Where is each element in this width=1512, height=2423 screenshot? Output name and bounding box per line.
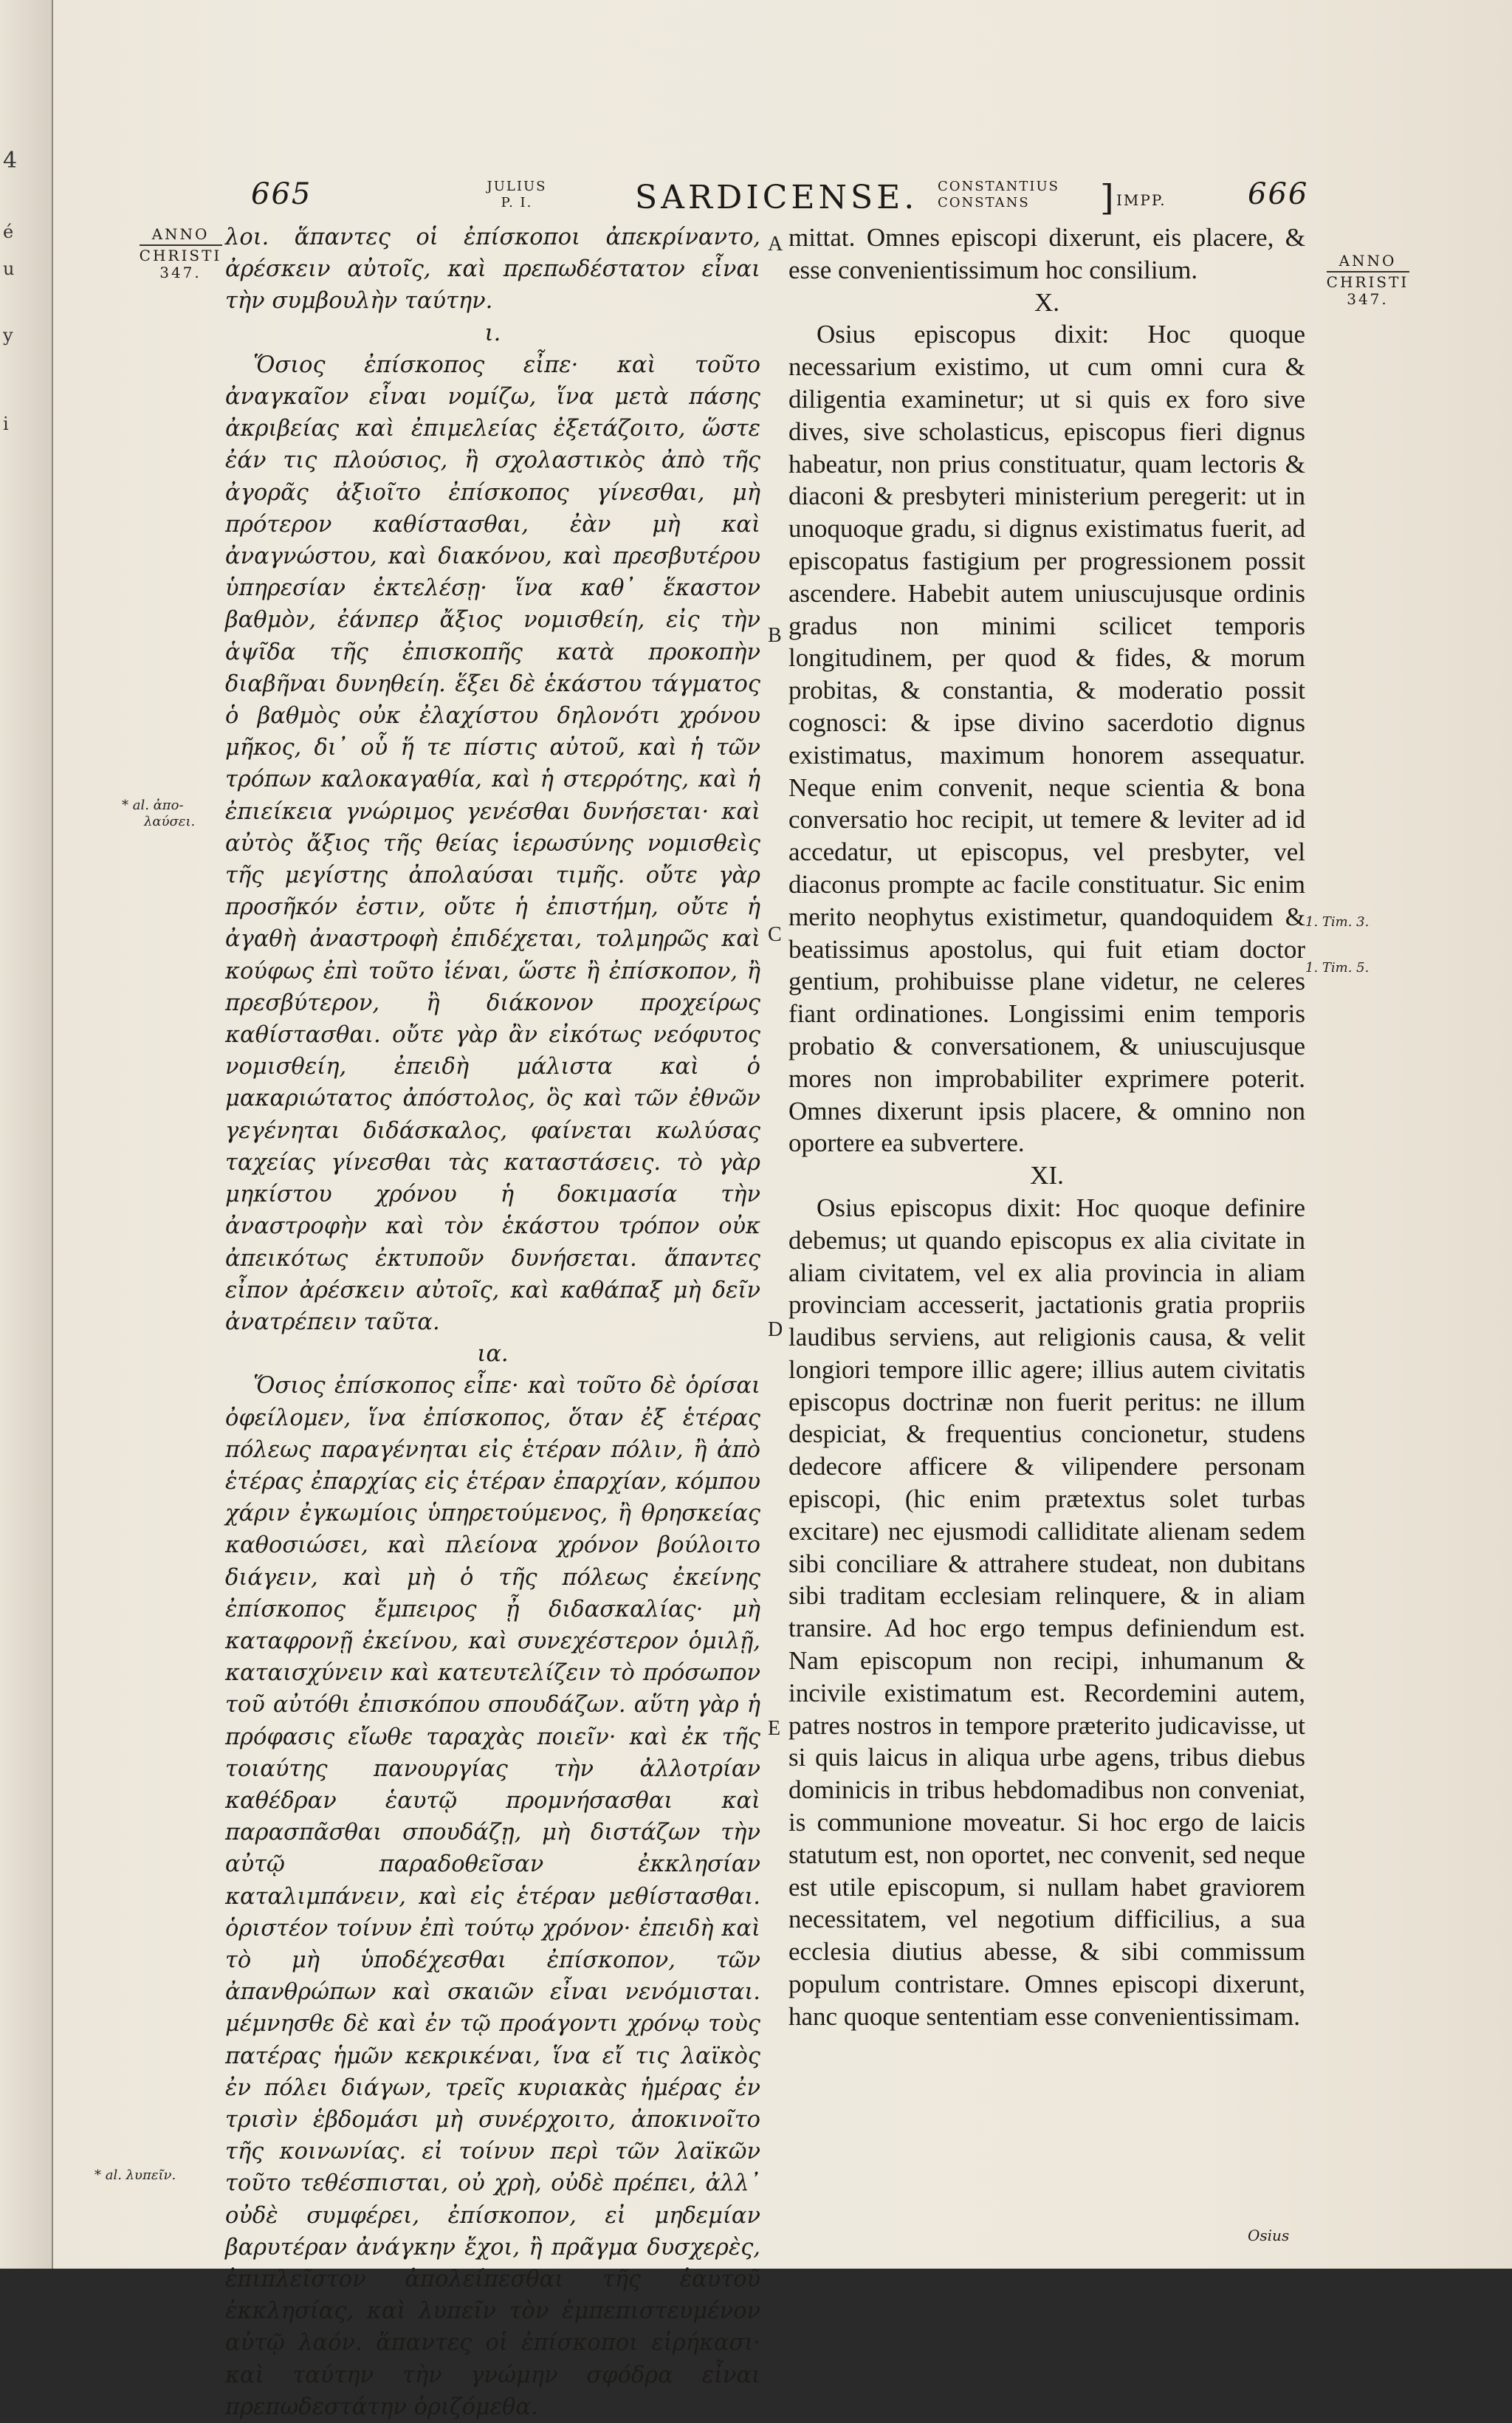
prev-page-glyph: y (3, 325, 13, 346)
prev-page-glyph: u (3, 258, 15, 279)
catchword: Osius (1248, 2227, 1290, 2244)
latin-section-11: XI. (1030, 1161, 1064, 1190)
latin-marginal-note-1: 1. Tim. 3. (1305, 914, 1370, 930)
page-number-left: 665 (251, 177, 312, 211)
latin-canon-11: Osius episcopus dixit: Hoc quoque definire debemus; ut quando episcopus ex alia civitate in aliam civitatem, vel ex alia provincia in aliam provinciam accesserit, jactationis gratia propriis laudibus serviens, aut religionis causa, & velit longiori tempore illic agere; illius autem civitatis episcopus doctrinæ non fuerit peritus: ne illum despiciat, & frequentius concionetur, studens dedecore afficere & vilipendere personam episcopi, (hic enim prætextus solet turbas excitare) nec ejusmodi calliditate alienam sedem sibi conciliare & attrahere studeat, non dubitans sibi traditam ecclesiam relinquere, & in aliam transire. Ad hoc ergo tempus definiendum est. Nam episcopum non recipi, inhumanum & incivile existimatum est. Recordemini autem, patres nostros in tempore præterito judicavisse, ut si quis laicus in aliqua urbe agens, tribus diebus dominicis in tribus hebdomadibus non conveniat, is communione moveatur. Si hoc ergo de laicis statutum est, non oportet, nec convenit, sed neque est utile episcopum, si nullam habet graviorem necessitatem, vel negotium difficilius, a sua ecclesia diutius abesse, & sibi commissum populum contristare. Omnes episcopi dixerunt, hanc quoque sententiam esse convenientissimam. (788, 1193, 1305, 2031)
greek-canon-10: Ὅσιος ἐπίσκοπος εἶπε· καὶ τοῦτο ἀναγκαῖον εἶναι νομίζω, ἵνα μετὰ πάσης ἀκριβείας καὶ ἐπιμελείας ἐξετάζοιτο, ὥστε ἐάν τις πλούσιος, ἢ σχολαστικὸς ἀπὸ τῆς ἀγορᾶς ἀξιοῖτο ἐπίσκοπος γίνεσθαι, μὴ πρότερον καθίστασθαι, ἐὰν μὴ καὶ ἀναγνώστου, καὶ διακόνου, καὶ πρεσβυτέρου ὑπηρεσίαν ἐκτελέσῃ· ἵνα καθ᾽ ἕκαστον βαθμὸν, ἐάνπερ ἄξιος νομισθείη, εἰς τὴν ἁψῖδα τῆς ἐπισκοπῆς κατὰ προκοπὴν διαβῆναι δυνηθείη. ἕξει δὲ ἑκάστου τάγματος ὁ βαθμὸς οὐκ ἐλαχίστου δηλονότι χρόνου μῆκος, δι᾽ οὗ ἥ τε πίστις αὐτοῦ, καὶ ἡ τῶν τρόπων καλοκαγαθία, καὶ ἡ στερρότης, καὶ ἡ ἐπιείκεια γνώριμος γενέσθαι δυνήσεται· καὶ αὐτὸς ἄξιος τῆς θείας ἱερωσύνης νομισθεὶς τῆς μεγίστης ἀπολαύσαι τιμῆς. οὔτε γὰρ προσῆκόν ἐστιν, οὔτε ἡ ἐπιστήμη, οὔτε ἡ ἀγαθὴ ἀναστροφὴ ἐπιδέχεται, τολμηρῶς καὶ κούφως ἐπὶ τοῦτο ἰέναι, ὥστε ἢ ἐπίσκοπον, ἢ πρεσβύτερον, ἢ διάκονον προχείρως καθίστασθαι. οὔτε γὰρ ἂν εἰκότως νεόφυτος νομισθείη, ἐπειδὴ μάλιστα καὶ ὁ μακαριώτατος ἀπόστολος, ὃς καὶ τῶν ἐθνῶν γεγένηται διδάσκαλος, φαίνεται κωλύσας ταχείας γίνεσθαι τὰς καταστάσεις. τὸ γὰρ μηκίστου χρόνου ἡ δοκιμασία τὴν ἀναστροφὴν καὶ τὸν ἑκάστου τρόπον οὐκ ἀπεικότως ἐκτυποῦν δυνήσεται. ἅπαντες εἶπον ἀρέσκειν αὐτοῖς, καὶ καθάπαξ μὴ δεῖν ἀνατρέπειν ταῦτα. (225, 352, 760, 1335)
note-line: * al. ἀπο- (122, 798, 184, 813)
header-emperor-1: CONSTANTIUS (938, 179, 1059, 194)
anno-rule (1327, 271, 1409, 273)
greek-section-11: ια. (477, 1341, 509, 1368)
christi-label: CHRISTI (139, 247, 222, 264)
margin-letter-a: A (768, 233, 783, 256)
christi-label: CHRISTI (1326, 273, 1409, 291)
anno-label: ANNO (151, 225, 210, 243)
header-pope-number: P. I. (501, 195, 533, 210)
header-pope (472, 179, 561, 211)
margin-letter-b: B (768, 624, 782, 647)
latin-marginal-note-2: 1. Tim. 5. (1305, 960, 1370, 976)
header-emperors (938, 179, 1100, 211)
latin-canon-10: Osius episcopus dixit: Hoc quoque necessarium existimo, ut cum omni cura & diligentia examinetur; ut si quis ex foro sive dives, sive scholasticus, episcopus fieri dignus habeatur, non prius constituatur, quam lectoris & diaconi & presbyteri ministerium peregerit: ut in unoquoque gradu, si dignus existimatus fuerit, ad episcopatus fastigium per progressionem possit ascendere. Habebit autem uniuscujusque ordinis gradus non minimi scilicet temporis longitudinem, per quod & fides, & morum probitas, & constantia, & moderatio possit cognosci: & ipse divino sacerdotio dignus existimatus, maximum honorem assequatur. Neque enim convenit, neque scientia & bona conversatio hoc recipit, ut temere & leviter ad id accedatur, ut episcopus, vel presbyter, vel diaconus prompte ac facile constituatur. Sic enim merito neophytus existimetur, quandoquidem & beatissimus apostolus, qui fuit etiam doctor gentium, prohibuisse plane videtur, ne celeres fiant ordinationes. Longissimi enim temporis probatio & conversationem, & uniuscujusque mores non improbabiliter exprimere poterit. Omnes dixerunt ipsis placere, & omnino non oportere ea subvertere. (788, 320, 1305, 1158)
running-title: SARDICENSE. (635, 179, 918, 216)
anno-label: ANNO (1339, 252, 1397, 270)
greek-intro: λοι. ἅπαντες οἱ ἐπίσκοποι ἀπεκρίναντο, ἀρέσκειν αὐτοῖς, καὶ πρεπωδέστατον εἶναι τὴν συμβουλὴν ταύτην. (225, 225, 760, 315)
margin-letter-c: C (768, 923, 782, 946)
greek-section-10: ι. (484, 320, 501, 346)
margin-letter-e: E (768, 1717, 781, 1740)
year-label: 347. (159, 264, 202, 281)
greek-canon-11: Ὅσιος ἐπίσκοπος εἶπε· καὶ τοῦτο δὲ ὁρίσαι ὀφείλομεν, ἵνα ἐπίσκοπος, ὅταν ἐξ ἑτέρας πόλεως παραγένηται εἰς ἑτέραν πόλιν, ἢ ἀπὸ ἑτέρας ἐπαρχίας εἰς ἑτέραν ἐπαρχίαν, κόμπου χάριν ἐγκωμίοις ὑπηρετούμενος, ἢ θρησκείας καθοσιώσει, καὶ πλείονα χρόνον βούλοιτο διάγειν, καὶ μὴ ὁ τῆς πόλεως ἐκείνης ἐπίσκοπος ἔμπειρος ᾖ διδασκαλίας· μὴ καταφρονῇ ἐκείνου, καὶ συνεχέστερον ὁμιλῇ, καταισχύνειν καὶ κατευτελίζειν τὸ πρόσωπον τοῦ αὐτόθι ἐπισκόπου σπουδάζων. αὕτη γὰρ ἡ πρόφασις εἴωθε ταραχὰς ποιεῖν· καὶ ἐκ τῆς τοιαύτης πανουργίας τὴν ἀλλοτρίαν καθέδραν ἑαυτῷ προμνήσασθαι καὶ παρασπᾶσθαι σπουδάζῃ, μὴ διστάζων τὴν αὐτῷ παραδοθεῖσαν ἐκκλησίαν καταλιμπάνειν, καὶ εἰς ἑτέραν μεθίστασθαι. ὁριστέον τοίνυν ἐπὶ τούτῳ χρόνον· ἐπειδὴ καὶ τὸ μὴ ὑποδέχεσθαι ἐπίσκοπον, τῶν ἀπανθρώπων καὶ σκαιῶν εἶναι νενόμισται. μέμνησθε δὲ καὶ ἐν τῷ προάγοντι χρόνῳ τοὺς πατέρας ἡμῶν κεκρικέναι, ἵνα εἴ τις λαϊκὸς ἐν πόλει διάγων, τρεῖς κυριακὰς ἡμέρας ἐν τρισὶν ἑβδομάσι μὴ συνέρχοιτο, ἀποκινοῖτο τῆς κοινωνίας. εἰ τοίνυν περὶ τῶν λαϊκῶν τοῦτο τεθέσπισται, οὐ χρὴ, οὐδὲ πρέπει, ἀλλ᾽ οὐδὲ συμφέρει, ἐπίσκοπον, εἰ μηδεμίαν βαρυτέραν ἀνάγκην ἔχοι, ἢ πρᾶγμα δυσχερὲς, ἐπιπλεῖστον ἀπολείπεσθαι τῆς ἑαυτοῦ ἐκκλησίας, καὶ λυπεῖν τὸν ἐμπεπιστευμένον αὐτῷ λαόν. ἅπαντες οἱ ἐπίσκοποι εἰρήκασι· καὶ ταύτην τὴν γνώμην σφόδρα εἶναι πρεπωδεστάτην ὁριζόμεθα. (225, 1373, 760, 2420)
previous-page-edge (0, 0, 53, 2269)
header-emperor-2: CONSTANS (938, 195, 1030, 210)
latin-section-10: X. (1034, 287, 1060, 317)
header-impp: IMPP. (1116, 191, 1166, 209)
anno-christi-right (1322, 253, 1414, 308)
greek-marginal-note-1 (122, 798, 218, 830)
page-number-right: 666 (1248, 177, 1309, 211)
header-bracket: ] (1100, 177, 1114, 219)
prev-page-glyph: é (3, 222, 14, 242)
latin-column (788, 222, 1305, 2033)
margin-letter-d: D (768, 1318, 783, 1341)
anno-christi-left (134, 226, 227, 281)
header-julius: JULIUS (487, 179, 547, 194)
greek-marginal-note-2: * al. λυπεῖν. (94, 2167, 176, 2183)
note-line: λαύσει. (144, 814, 196, 829)
greek-column (225, 222, 760, 2423)
prev-page-glyph: 4 (3, 148, 18, 174)
latin-intro: mittat. Omnes episcopi dixerunt, eis placere, & esse convenientissimum hoc consilium. (788, 223, 1305, 284)
anno-rule (140, 244, 222, 246)
prev-page-glyph: i (3, 414, 9, 434)
year-label: 347. (1347, 290, 1389, 308)
